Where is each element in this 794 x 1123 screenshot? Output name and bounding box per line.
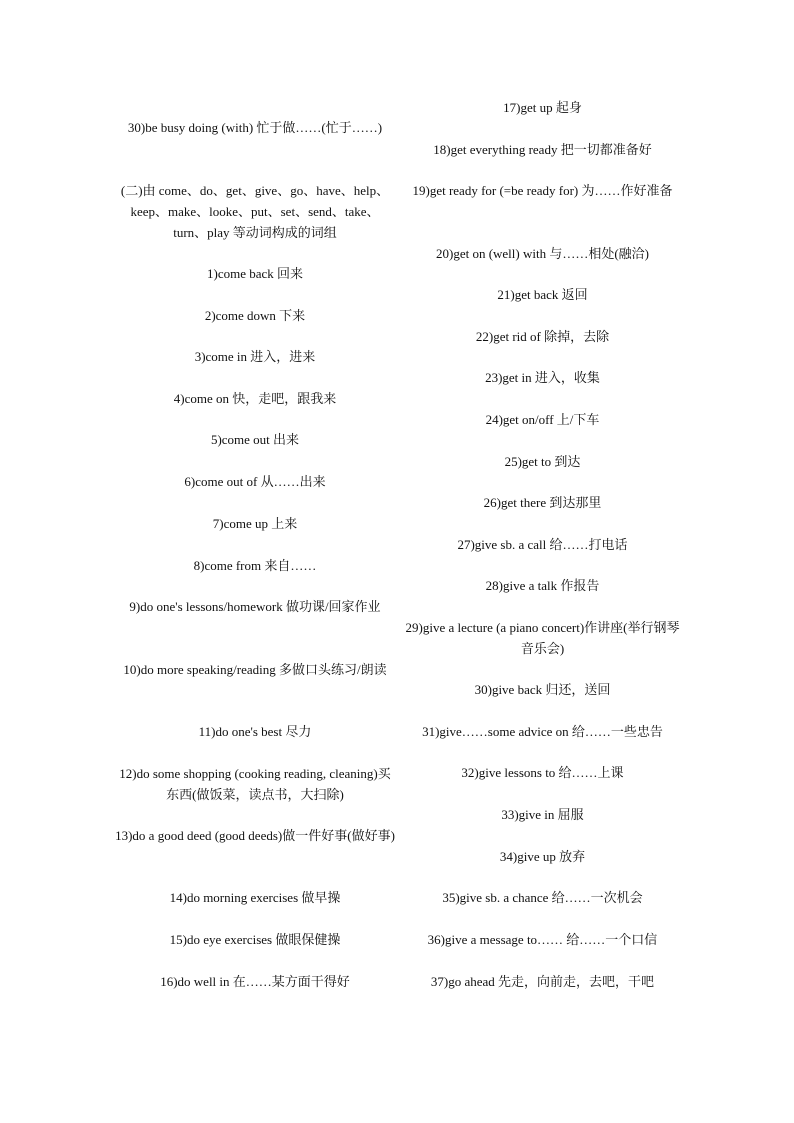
phrase-entry: 9)do one's lessons/homework 做功课/回家作业	[129, 599, 381, 614]
phrase-entry: 6)come out of 从……出来	[184, 474, 326, 489]
phrase-entry: 5)come out 出来	[210, 432, 300, 447]
phrase-entry: 16)do well in 在……某方面干得好	[160, 974, 350, 989]
phrase-entry: 20)get on (well) with 与……相处(融洽)	[435, 246, 650, 261]
phrase-entry: 35)give sb. a chance 给……一次机会	[442, 890, 643, 905]
phrase-entry: 37)go ahead 先走，向前走，去吧，干吧	[430, 974, 655, 989]
phrase-entry: 36)give a message to…… 给……一个口信	[427, 932, 658, 947]
phrase-entry: 32)give lessons to 给……上课	[461, 765, 624, 780]
phrase-entry: 19)get ready for (=be ready for) 为……作好准备	[412, 183, 673, 198]
phrase-entry: 23)get in 进入，收集	[485, 370, 600, 385]
phrase-entry: 21)get back 返回	[497, 287, 588, 302]
phrase-entry: 8)come from 来自……	[193, 558, 317, 573]
phrase-entry: 1)come back 回来	[206, 266, 304, 281]
phrase-entry: 18)get everything ready 把一切都准备好	[433, 142, 652, 157]
phrase-entry: 30)be busy doing (with) 忙于做……(忙于……)	[127, 120, 383, 135]
phrase-entry: 27)give sb. a call 给……打电话	[457, 537, 628, 552]
phrase-entry: 4)come on 快，走吧，跟我来	[173, 391, 337, 406]
phrase-entry: 26)get there 到达那里	[483, 495, 602, 510]
phrase-entry: 15)do eye exercises 做眼保健操	[169, 932, 341, 947]
phrase-entry: 10)do more speaking/reading 多做口头练习/朗读	[123, 662, 387, 677]
phrase-entry: 3)come in 进入，进来	[194, 349, 316, 364]
phrase-entry: 22)get rid of 除掉，去除	[475, 329, 610, 344]
phrase-entry: 33)give in 屈服	[501, 807, 584, 822]
phrase-entry: 7)come up 上来	[212, 516, 298, 531]
phrase-entry: 31)give……some advice on 给……一些忠告	[422, 724, 663, 739]
phrase-entry: 13)do a good deed (good deeds)做一件好事(做好事)	[115, 828, 395, 843]
phrase-entry: 2)come down 下来	[204, 308, 306, 323]
phrase-entry: 30)give back 归还，送回	[474, 682, 611, 697]
phrase-entry: 29)give a lecture (a piano concert)作讲座(举行钢琴音乐会)	[405, 620, 680, 656]
phrase-entry: 28)give a talk 作报告	[485, 578, 600, 593]
phrase-entry: 12)do some shopping (cooking reading, cleaning)买东西(做饭菜，读点书，大扫除)	[119, 766, 391, 802]
phrase-entry: 11)do one's best 尽力	[198, 724, 312, 739]
phrase-entry: 25)get to 到达	[504, 454, 581, 469]
phrase-entry: 14)do morning exercises 做早操	[169, 890, 341, 905]
phrase-entry: 17)get up 起身	[503, 100, 582, 115]
phrase-entry: 34)give up 放弃	[499, 849, 586, 864]
section-heading: (二)由 come、do、get、give、go、have、help、keep、make、looke、put、set、send、take、turn、play 等动词构成的词组	[120, 183, 390, 240]
phrase-entry: 24)get on/off 上/下车	[485, 412, 600, 427]
